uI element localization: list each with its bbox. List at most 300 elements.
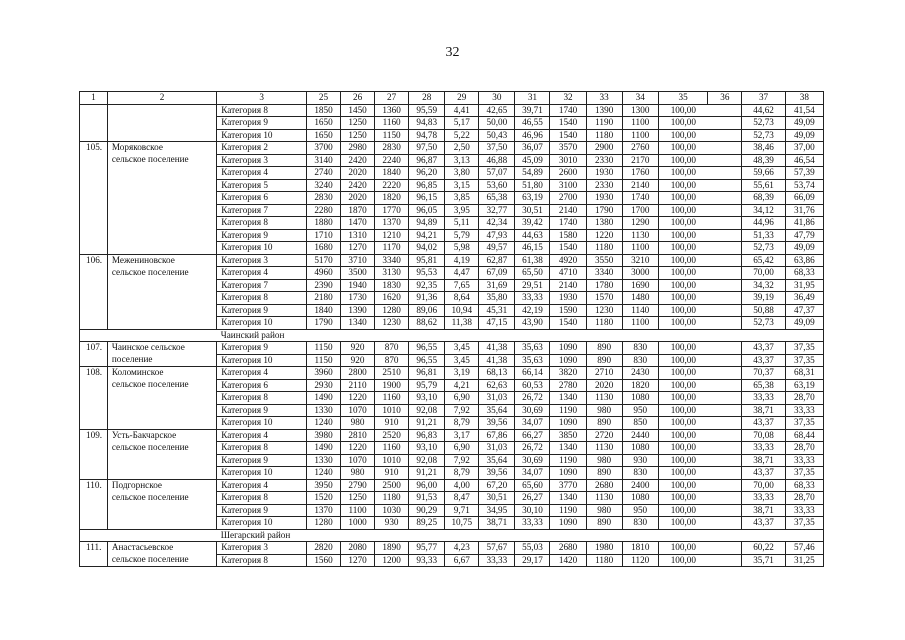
value-cell: 920 — [341, 354, 375, 367]
value-cell: 3770 — [550, 479, 586, 492]
value-cell: 100,00 — [658, 379, 708, 392]
value-cell: 95,59 — [409, 104, 445, 117]
row-number: 110. — [80, 479, 108, 492]
value-cell: 31,95 — [785, 279, 823, 292]
category-cell: Категория 10 — [217, 354, 307, 367]
row-number — [80, 404, 108, 417]
settlement-name — [107, 217, 216, 230]
value-cell: 1180 — [375, 492, 409, 505]
row-number — [80, 354, 108, 367]
value-cell: 1000 — [341, 517, 375, 530]
value-cell: 65,50 — [515, 267, 550, 280]
value-cell: 66,09 — [785, 192, 823, 205]
value-cell: 96,55 — [409, 354, 445, 367]
value-cell: 91,21 — [409, 417, 445, 430]
value-cell: 100,00 — [658, 129, 708, 142]
value-cell: 45,31 — [479, 304, 515, 317]
value-cell: 2720 — [586, 429, 622, 442]
row-number: 106. — [80, 254, 108, 267]
value-cell: 1650 — [307, 117, 341, 130]
value-cell: 43,37 — [742, 342, 785, 355]
category-cell: Категория 4 — [217, 429, 307, 442]
value-cell: 53,60 — [479, 179, 515, 192]
value-cell — [708, 104, 742, 117]
value-cell: 100,00 — [658, 179, 708, 192]
value-cell: 1070 — [341, 454, 375, 467]
value-cell: 910 — [375, 417, 409, 430]
value-cell: 1830 — [375, 279, 409, 292]
value-cell: 31,69 — [479, 279, 515, 292]
value-cell: 34,12 — [742, 204, 785, 217]
column-header: 25 — [307, 92, 341, 105]
value-cell: 3,17 — [445, 429, 479, 442]
category-cell: Категория 4 — [217, 167, 307, 180]
value-cell: 100,00 — [658, 492, 708, 505]
value-cell: 29,17 — [515, 554, 550, 567]
value-cell: 1010 — [375, 404, 409, 417]
table-row — [80, 154, 824, 167]
district-row — [80, 529, 824, 542]
value-cell: 33,33 — [785, 404, 823, 417]
value-cell: 91,53 — [409, 492, 445, 505]
value-cell: 7,92 — [445, 454, 479, 467]
value-cell: 1980 — [586, 542, 622, 555]
value-cell: 1520 — [307, 492, 341, 505]
value-cell: 48,39 — [742, 154, 785, 167]
value-cell: 2680 — [586, 479, 622, 492]
value-cell: 50,43 — [479, 129, 515, 142]
table-row — [80, 317, 824, 330]
category-cell: Категория 10 — [217, 467, 307, 480]
value-cell: 66,27 — [515, 429, 550, 442]
value-cell: 1890 — [375, 542, 409, 555]
category-cell: Категория 10 — [217, 317, 307, 330]
value-cell: 30,69 — [515, 454, 550, 467]
value-cell: 33,33 — [742, 492, 785, 505]
value-cell: 1250 — [341, 492, 375, 505]
value-cell: 1730 — [341, 292, 375, 305]
value-cell: 3100 — [550, 179, 586, 192]
column-header: 26 — [341, 92, 375, 105]
value-cell: 60,22 — [742, 542, 785, 555]
value-cell: 42,65 — [479, 104, 515, 117]
value-cell: 33,33 — [515, 517, 550, 530]
table-row — [80, 292, 824, 305]
value-cell: 1740 — [622, 192, 658, 205]
value-cell: 3,45 — [445, 354, 479, 367]
value-cell — [708, 179, 742, 192]
value-cell: 2810 — [341, 429, 375, 442]
value-cell: 4710 — [550, 267, 586, 280]
row-number — [80, 217, 108, 230]
value-cell: 2830 — [307, 192, 341, 205]
value-cell: 62,63 — [479, 379, 515, 392]
value-cell: 1210 — [375, 229, 409, 242]
settlement-name — [107, 204, 216, 217]
row-number — [80, 117, 108, 130]
category-cell: Категория 5 — [217, 179, 307, 192]
value-cell: 2400 — [622, 479, 658, 492]
value-cell: 2420 — [341, 154, 375, 167]
value-cell: 1100 — [622, 117, 658, 130]
value-cell: 2180 — [307, 292, 341, 305]
value-cell: 57,07 — [479, 167, 515, 180]
value-cell: 3820 — [550, 367, 586, 380]
row-number — [80, 492, 108, 505]
value-cell: 47,93 — [479, 229, 515, 242]
value-cell: 70,08 — [742, 429, 785, 442]
value-cell: 8,47 — [445, 492, 479, 505]
value-cell: 1090 — [550, 354, 586, 367]
value-cell: 2780 — [550, 379, 586, 392]
table-row — [80, 304, 824, 317]
value-cell: 45,09 — [515, 154, 550, 167]
value-cell: 1370 — [375, 217, 409, 230]
row-number — [80, 379, 108, 392]
value-cell: 2170 — [622, 154, 658, 167]
value-cell: 2020 — [341, 192, 375, 205]
value-cell: 100,00 — [658, 292, 708, 305]
settlement-name — [107, 292, 216, 305]
value-cell: 8,79 — [445, 467, 479, 480]
value-cell: 980 — [586, 504, 622, 517]
value-cell: 53,74 — [785, 179, 823, 192]
value-cell — [708, 217, 742, 230]
settlement-name: Коломинское — [107, 367, 216, 380]
value-cell: 100,00 — [658, 254, 708, 267]
value-cell: 100,00 — [658, 279, 708, 292]
table-row — [80, 129, 824, 142]
value-cell: 1250 — [341, 129, 375, 142]
value-cell — [708, 267, 742, 280]
value-cell: 8,79 — [445, 417, 479, 430]
value-cell: 91,36 — [409, 292, 445, 305]
value-cell: 1280 — [375, 304, 409, 317]
value-cell: 100,00 — [658, 429, 708, 442]
value-cell: 1490 — [307, 442, 341, 455]
value-cell: 92,08 — [409, 404, 445, 417]
value-cell: 1540 — [550, 242, 586, 255]
value-cell: 51,33 — [742, 229, 785, 242]
value-cell: 28,70 — [785, 392, 823, 405]
value-cell: 31,76 — [785, 204, 823, 217]
value-cell: 94,02 — [409, 242, 445, 255]
value-cell: 35,63 — [515, 342, 550, 355]
table-row — [80, 404, 824, 417]
value-cell: 1150 — [307, 342, 341, 355]
value-cell: 3130 — [375, 267, 409, 280]
value-cell: 890 — [586, 417, 622, 430]
value-cell: 29,51 — [515, 279, 550, 292]
value-cell: 61,38 — [515, 254, 550, 267]
value-cell: 37,35 — [785, 517, 823, 530]
value-cell: 1220 — [341, 392, 375, 405]
settlement-name — [107, 242, 216, 255]
value-cell: 57,46 — [785, 542, 823, 555]
table-row — [80, 454, 824, 467]
value-cell: 89,06 — [409, 304, 445, 317]
value-cell: 31,03 — [479, 442, 515, 455]
value-cell: 2760 — [622, 142, 658, 155]
value-cell: 30,51 — [515, 204, 550, 217]
value-cell: 1590 — [550, 304, 586, 317]
row-number — [80, 517, 108, 530]
value-cell: 1220 — [586, 229, 622, 242]
row-number — [80, 304, 108, 317]
column-header: 3 — [217, 92, 307, 105]
value-cell: 2520 — [375, 429, 409, 442]
value-cell: 1340 — [550, 492, 586, 505]
value-cell: 55,61 — [742, 179, 785, 192]
value-cell: 1850 — [307, 104, 341, 117]
value-cell: 1240 — [307, 467, 341, 480]
settlement-name: Моряковское — [107, 142, 216, 155]
value-cell: 930 — [375, 517, 409, 530]
value-cell: 6,67 — [445, 554, 479, 567]
value-cell: 1080 — [622, 492, 658, 505]
value-cell: 100,00 — [658, 304, 708, 317]
settlement-name: сельское поселение — [107, 442, 216, 455]
value-cell: 1030 — [375, 504, 409, 517]
value-cell: 52,73 — [742, 117, 785, 130]
value-cell: 1180 — [586, 242, 622, 255]
settlement-name: сельское поселение — [107, 267, 216, 280]
value-cell: 41,54 — [785, 104, 823, 117]
value-cell: 35,64 — [479, 404, 515, 417]
table-row — [80, 254, 824, 267]
value-cell: 94,89 — [409, 217, 445, 230]
value-cell — [708, 229, 742, 242]
value-cell: 1080 — [622, 392, 658, 405]
value-cell: 5,22 — [445, 129, 479, 142]
column-header: 31 — [515, 92, 550, 105]
value-cell: 46,54 — [785, 154, 823, 167]
value-cell: 41,38 — [479, 354, 515, 367]
value-cell: 3710 — [341, 254, 375, 267]
value-cell: 1270 — [341, 242, 375, 255]
value-cell — [708, 292, 742, 305]
value-cell: 100,00 — [658, 342, 708, 355]
table-row — [80, 554, 824, 567]
value-cell: 1160 — [375, 392, 409, 405]
value-cell: 5,17 — [445, 117, 479, 130]
settlement-name — [107, 504, 216, 517]
row-number — [80, 504, 108, 517]
value-cell: 33,33 — [742, 392, 785, 405]
value-cell — [708, 167, 742, 180]
settlement-name — [107, 454, 216, 467]
settlement-name — [107, 229, 216, 242]
category-cell: Категория 10 — [217, 129, 307, 142]
value-cell: 1150 — [307, 354, 341, 367]
value-cell: 66,14 — [515, 367, 550, 380]
value-cell: 1280 — [307, 517, 341, 530]
row-number — [80, 292, 108, 305]
value-cell: 8,64 — [445, 292, 479, 305]
value-cell: 1250 — [341, 117, 375, 130]
value-cell: 68,33 — [785, 267, 823, 280]
district-spacer — [80, 529, 217, 542]
value-cell: 34,95 — [479, 504, 515, 517]
value-cell: 63,19 — [785, 379, 823, 392]
table-row — [80, 217, 824, 230]
value-cell: 3850 — [550, 429, 586, 442]
settlement-name — [107, 467, 216, 480]
value-cell — [708, 417, 742, 430]
value-cell: 95,79 — [409, 379, 445, 392]
value-cell: 870 — [375, 342, 409, 355]
value-cell: 3340 — [586, 267, 622, 280]
table-row — [80, 267, 824, 280]
value-cell: 100,00 — [658, 454, 708, 467]
value-cell: 3,19 — [445, 367, 479, 380]
value-cell: 2140 — [622, 179, 658, 192]
value-cell: 42,19 — [515, 304, 550, 317]
value-cell: 37,35 — [785, 467, 823, 480]
value-cell: 2430 — [622, 367, 658, 380]
header-row — [80, 92, 824, 105]
settlement-name: Межениновское — [107, 254, 216, 267]
value-cell: 49,09 — [785, 117, 823, 130]
value-cell: 1180 — [586, 317, 622, 330]
value-cell: 1700 — [622, 204, 658, 217]
row-number — [80, 104, 108, 117]
value-cell: 1140 — [622, 304, 658, 317]
value-cell: 38,71 — [742, 454, 785, 467]
category-cell: Категория 2 — [217, 142, 307, 155]
value-cell: 2510 — [375, 367, 409, 380]
value-cell: 100,00 — [658, 504, 708, 517]
value-cell — [708, 154, 742, 167]
value-cell: 1870 — [341, 204, 375, 217]
value-cell: 100,00 — [658, 404, 708, 417]
settlement-name: сельское поселение — [107, 554, 216, 567]
category-cell: Категория 10 — [217, 417, 307, 430]
value-cell: 46,88 — [479, 154, 515, 167]
value-cell: 49,09 — [785, 129, 823, 142]
table-row — [80, 542, 824, 555]
value-cell: 1900 — [375, 379, 409, 392]
value-cell: 63,86 — [785, 254, 823, 267]
category-cell: Категория 10 — [217, 517, 307, 530]
value-cell: 49,09 — [785, 242, 823, 255]
column-header: 28 — [409, 92, 445, 105]
value-cell: 980 — [586, 404, 622, 417]
value-cell: 2020 — [586, 379, 622, 392]
table-row — [80, 429, 824, 442]
value-cell: 39,56 — [479, 467, 515, 480]
value-cell: 3,85 — [445, 192, 479, 205]
column-header: 27 — [375, 92, 409, 105]
value-cell — [708, 129, 742, 142]
value-cell: 1540 — [550, 117, 586, 130]
category-cell: Категория 8 — [217, 392, 307, 405]
value-cell: 1480 — [622, 292, 658, 305]
value-cell: 1420 — [550, 554, 586, 567]
value-cell: 1190 — [586, 117, 622, 130]
table-body — [80, 104, 824, 567]
value-cell: 3570 — [550, 142, 586, 155]
value-cell: 2280 — [307, 204, 341, 217]
value-cell: 3,80 — [445, 167, 479, 180]
value-cell: 93,33 — [409, 554, 445, 567]
value-cell: 49,57 — [479, 242, 515, 255]
value-cell: 4,00 — [445, 479, 479, 492]
value-cell: 33,33 — [515, 292, 550, 305]
value-cell: 3240 — [307, 179, 341, 192]
value-cell: 3960 — [307, 367, 341, 380]
row-number: 109. — [80, 429, 108, 442]
category-cell: Категория 8 — [217, 492, 307, 505]
row-number — [80, 279, 108, 292]
value-cell: 1190 — [550, 504, 586, 517]
value-cell: 1490 — [307, 392, 341, 405]
value-cell: 68,44 — [785, 429, 823, 442]
value-cell: 2020 — [341, 167, 375, 180]
value-cell — [708, 404, 742, 417]
value-cell: 6,90 — [445, 442, 479, 455]
value-cell: 31,25 — [785, 554, 823, 567]
value-cell: 96,83 — [409, 429, 445, 442]
value-cell: 1360 — [375, 104, 409, 117]
value-cell: 28,70 — [785, 492, 823, 505]
value-cell: 1930 — [586, 192, 622, 205]
value-cell: 1390 — [341, 304, 375, 317]
table-row — [80, 392, 824, 405]
table-row — [80, 342, 824, 355]
value-cell: 100,00 — [658, 204, 708, 217]
category-cell: Категория 3 — [217, 542, 307, 555]
value-cell: 1780 — [586, 279, 622, 292]
value-cell: 4,41 — [445, 104, 479, 117]
value-cell: 1220 — [341, 442, 375, 455]
value-cell — [708, 317, 742, 330]
value-cell: 3010 — [550, 154, 586, 167]
value-cell — [708, 142, 742, 155]
value-cell: 37,35 — [785, 342, 823, 355]
value-cell: 11,38 — [445, 317, 479, 330]
value-cell: 30,69 — [515, 404, 550, 417]
value-cell: 890 — [586, 467, 622, 480]
value-cell: 2390 — [307, 279, 341, 292]
value-cell: 50,88 — [742, 304, 785, 317]
value-cell: 100,00 — [658, 317, 708, 330]
value-cell — [708, 492, 742, 505]
row-number — [80, 442, 108, 455]
category-cell: Категория 8 — [217, 292, 307, 305]
value-cell: 100,00 — [658, 267, 708, 280]
category-cell: Категория 8 — [217, 554, 307, 567]
value-cell: 44,62 — [742, 104, 785, 117]
row-number — [80, 154, 108, 167]
value-cell: 52,73 — [742, 242, 785, 255]
value-cell: 3950 — [307, 479, 341, 492]
value-cell: 100,00 — [658, 417, 708, 430]
value-cell: 1160 — [375, 117, 409, 130]
value-cell: 100,00 — [658, 392, 708, 405]
category-cell: Категория 9 — [217, 454, 307, 467]
value-cell: 46,15 — [515, 242, 550, 255]
value-cell: 65,38 — [479, 192, 515, 205]
value-cell: 2220 — [375, 179, 409, 192]
value-cell: 35,64 — [479, 454, 515, 467]
value-cell: 46,55 — [515, 117, 550, 130]
settlement-name — [107, 304, 216, 317]
value-cell: 33,33 — [479, 554, 515, 567]
value-cell: 100,00 — [658, 542, 708, 555]
value-cell: 1160 — [375, 442, 409, 455]
value-cell: 1810 — [622, 542, 658, 555]
